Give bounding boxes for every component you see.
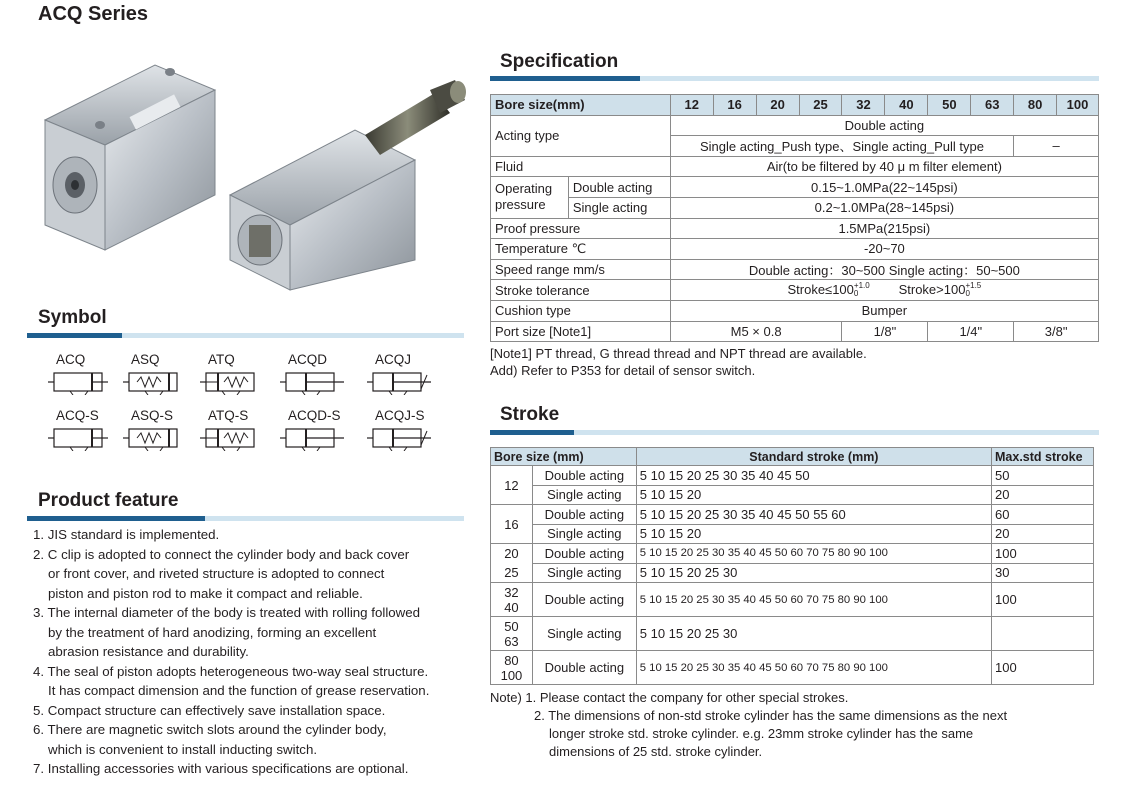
symbol-single-icon bbox=[48, 369, 112, 398]
bore-a: 50 bbox=[504, 618, 519, 634]
bore-32: 32 bbox=[842, 95, 885, 116]
tol-b-sub: 0 bbox=[965, 289, 970, 299]
stroke-acting: Single acting bbox=[532, 617, 636, 651]
bore-b: 63 bbox=[504, 633, 519, 649]
feature-list bbox=[33, 525, 429, 779]
bore-100: 100 bbox=[1057, 95, 1099, 116]
feature-item: 3. The internal diameter of the body is treated with rolling followed bbox=[33, 605, 421, 620]
stroke-values: 5 10 15 20 25 30 bbox=[636, 563, 991, 583]
stroke-values: 5 10 15 20 bbox=[636, 524, 991, 544]
stroke-values: 5 10 15 20 25 30 35 40 45 50 60 70 75 80 90 100 bbox=[636, 651, 991, 685]
stroke-standard-header: Standard stroke (mm) bbox=[636, 448, 991, 466]
stroke-note-3: longer stroke std. stroke cylinder. e.g. 23mm stroke cylinder has the same bbox=[549, 726, 974, 741]
acting-dash: – bbox=[1014, 136, 1099, 157]
stroke-acting: Single acting bbox=[532, 485, 636, 505]
stroke-acting: Double acting bbox=[532, 583, 636, 617]
port-m5: M5 × 0.8 bbox=[670, 321, 842, 342]
symbol-single-icon bbox=[48, 425, 112, 454]
stroke-bore-20: 20 bbox=[491, 544, 533, 564]
bore-50: 50 bbox=[928, 95, 971, 116]
tol-a-sub: 0 bbox=[853, 289, 859, 299]
tol-b: Stroke>100 bbox=[898, 281, 966, 297]
stroke-acting: Single acting bbox=[532, 563, 636, 583]
port-1-4: 1/4" bbox=[928, 321, 1014, 342]
stroke-acting: Double acting bbox=[532, 505, 636, 525]
stroke-max: 20 bbox=[992, 524, 1094, 544]
speed-label: Speed range mm/s bbox=[491, 259, 671, 280]
feature-item-continuation: abrasion resistance and durability. bbox=[48, 644, 249, 659]
stroke-values: 5 10 15 20 bbox=[636, 485, 991, 505]
stroke-bore-80-100 bbox=[491, 651, 533, 685]
bore-12: 12 bbox=[670, 95, 713, 116]
speed-value: Double acting：30~500 Single acting：50~500 bbox=[670, 259, 1098, 280]
symbol-spring-icon bbox=[123, 369, 187, 398]
op-single-label: Single acting bbox=[568, 197, 670, 218]
bore-a: 80 bbox=[504, 652, 519, 668]
bore-b: 40 bbox=[504, 599, 519, 615]
temperature-label: Temperature ℃ bbox=[491, 239, 671, 260]
symbol-heading: Symbol bbox=[38, 307, 107, 328]
feature-item: 6. There are magnetic switch slots around the cylinder body, bbox=[33, 722, 387, 737]
symbol-label: ACQ bbox=[56, 352, 86, 367]
acting-double: Double acting bbox=[670, 115, 1098, 136]
proof-label: Proof pressure bbox=[491, 218, 671, 239]
stroke-note-2: 2. The dimensions of non-std stroke cylinder has the same dimensions as the next bbox=[534, 708, 1008, 723]
op-double-label: Double acting bbox=[568, 177, 670, 198]
feature-item-continuation: or front cover, and riveted structure is adopted to connect bbox=[48, 566, 385, 581]
stroke-max: 100 bbox=[992, 544, 1094, 564]
stroke-max: 50 bbox=[992, 466, 1094, 486]
cushion-label: Cushion type bbox=[491, 300, 671, 321]
product-feature-heading: Product feature bbox=[38, 490, 179, 511]
stroke-header-row bbox=[491, 448, 1094, 466]
stroke-max bbox=[992, 617, 1094, 651]
symbol-label: ACQJ-S bbox=[375, 408, 425, 423]
op-single-value: 0.2~1.0MPa(28~145psi) bbox=[670, 197, 1098, 218]
proof-value: 1.5MPa(215psi) bbox=[670, 218, 1098, 239]
stroke-max: 30 bbox=[992, 563, 1094, 583]
symbol-label: ASQ bbox=[131, 352, 160, 367]
acting-type-label: Acting type bbox=[491, 115, 671, 156]
port-1-8: 1/8" bbox=[842, 321, 928, 342]
bore-size-label: Bore size(mm) bbox=[491, 95, 671, 116]
port-3-8: 3/8" bbox=[1014, 321, 1099, 342]
cushion-value: Bumper bbox=[670, 300, 1098, 321]
fluid-label: Fluid bbox=[491, 156, 671, 177]
fluid-value: Air(to be filtered by 40 μ m filter element) bbox=[670, 156, 1098, 177]
symbol-label: ACQD bbox=[288, 352, 328, 367]
feature-item-continuation: It has compact dimension and the function of grease reservation. bbox=[48, 683, 430, 698]
product-photo bbox=[35, 45, 475, 295]
operating-pressure-label bbox=[491, 177, 569, 218]
stroke-acting: Double acting bbox=[532, 544, 636, 564]
feature-item-continuation: by the treatment of hard anodizing, forming an excellent bbox=[48, 624, 377, 640]
tol-a: Stroke≤100 bbox=[787, 281, 854, 297]
symbol-spring-rod-icon bbox=[200, 369, 264, 398]
spec-note-2: Add) Refer to P353 for detail of sensor switch. bbox=[490, 363, 756, 378]
stroke-bore-12: 12 bbox=[491, 466, 533, 505]
spec-underline bbox=[490, 76, 1099, 81]
bore-b: 100 bbox=[500, 667, 523, 683]
symbol-label: ATQ-S bbox=[208, 408, 249, 423]
tolerance-label: Stroke tolerance bbox=[491, 280, 671, 301]
symbol-label: ASQ-S bbox=[131, 408, 174, 423]
stroke-values: 5 10 15 20 25 30 35 40 45 50 60 70 75 80 90 100 bbox=[636, 583, 991, 617]
stroke-bore-16: 16 bbox=[491, 505, 533, 544]
stroke-bore-50-63 bbox=[491, 617, 533, 651]
symbol-double-icon bbox=[280, 369, 344, 398]
stroke-max: 60 bbox=[992, 505, 1094, 525]
feature-item: 1. JIS standard is implemented. bbox=[33, 527, 220, 542]
stroke-values: 5 10 15 20 25 30 bbox=[636, 617, 991, 651]
symbol-adjust-icon bbox=[367, 369, 431, 398]
bore-20: 20 bbox=[756, 95, 799, 116]
stroke-acting: Double acting bbox=[532, 651, 636, 685]
feature-item: 2. C clip is adopted to connect the cylinder body and back cover bbox=[33, 546, 410, 562]
symbol-adjust-icon bbox=[367, 425, 431, 454]
bore-63: 63 bbox=[971, 95, 1014, 116]
feature-item-continuation: piston and piston rod to make it compact and reliable. bbox=[48, 585, 363, 601]
specification-heading: Specification bbox=[500, 51, 619, 72]
stroke-table bbox=[490, 447, 1094, 685]
stroke-bore-header: Bore size (mm) bbox=[491, 448, 637, 466]
feature-item-continuation: which is convenient to install inducting switch. bbox=[48, 741, 318, 757]
tol-a-sup: +1.0 bbox=[853, 281, 870, 291]
stroke-acting: Single acting bbox=[532, 524, 636, 544]
stroke-note-1: Note) 1. Please contact the company for other special strokes. bbox=[490, 690, 849, 705]
symbol-double-icon bbox=[280, 425, 344, 454]
temperature-value: -20~70 bbox=[670, 239, 1098, 260]
symbol-label: ACQ-S bbox=[56, 408, 99, 423]
spec-table bbox=[490, 94, 1099, 342]
tol-b-sup: +1.5 bbox=[965, 281, 982, 291]
stroke-underline bbox=[490, 430, 1099, 435]
stroke-values: 5 10 15 20 25 30 35 40 45 50 60 70 75 80 90 100 bbox=[636, 544, 991, 564]
page-title: ACQ Series bbox=[38, 3, 149, 25]
feature-item: 5. Compact structure can effectively save installation space. bbox=[33, 702, 386, 718]
symbol-underline bbox=[27, 333, 464, 338]
tolerance-value bbox=[670, 280, 1098, 301]
stroke-values: 5 10 15 20 25 30 35 40 45 50 bbox=[636, 466, 991, 486]
bore-40: 40 bbox=[885, 95, 928, 116]
acting-single-types: Single acting_Push type、Single acting_Pull type bbox=[670, 136, 1014, 157]
op-label-line-1: Operating bbox=[495, 181, 553, 197]
feature-underline bbox=[27, 516, 464, 521]
bore-a: 32 bbox=[504, 584, 519, 600]
symbol-label: ACQJ bbox=[375, 352, 412, 367]
bore-25: 25 bbox=[799, 95, 842, 116]
symbol-spring-icon bbox=[123, 425, 187, 454]
stroke-heading: Stroke bbox=[500, 404, 560, 425]
stroke-max: 100 bbox=[992, 583, 1094, 617]
stroke-max-header: Max.std stroke bbox=[992, 448, 1094, 466]
stroke-bore-32-40 bbox=[491, 583, 533, 617]
bore-16: 16 bbox=[713, 95, 756, 116]
spec-header-row bbox=[491, 95, 1099, 116]
symbol-label: ATQ bbox=[208, 352, 235, 367]
symbol-spring-rod-icon bbox=[200, 425, 264, 454]
op-double-value: 0.15~1.0MPa(22~145psi) bbox=[670, 177, 1098, 198]
spec-note-1: [Note1] PT thread, G thread thread and NPT thread are available. bbox=[490, 346, 867, 361]
bore-80: 80 bbox=[1014, 95, 1057, 116]
op-label-line-2: pressure bbox=[495, 197, 546, 213]
stroke-values: 5 10 15 20 25 30 35 40 45 50 55 60 bbox=[636, 505, 991, 525]
port-label: Port size [Note1] bbox=[491, 321, 671, 342]
stroke-acting: Double acting bbox=[532, 466, 636, 486]
stroke-bore-25: 25 bbox=[491, 563, 533, 583]
stroke-max: 20 bbox=[992, 485, 1094, 505]
feature-item: 7. Installing accessories with various specifications are optional. bbox=[33, 761, 409, 776]
feature-item: 4. The seal of piston adopts heterogeneous two-way seal structure. bbox=[33, 663, 429, 679]
stroke-max: 100 bbox=[992, 651, 1094, 685]
stroke-note-4: dimensions of 25 std. stroke cylinder. bbox=[549, 744, 763, 759]
symbol-label: ACQD-S bbox=[288, 408, 341, 423]
